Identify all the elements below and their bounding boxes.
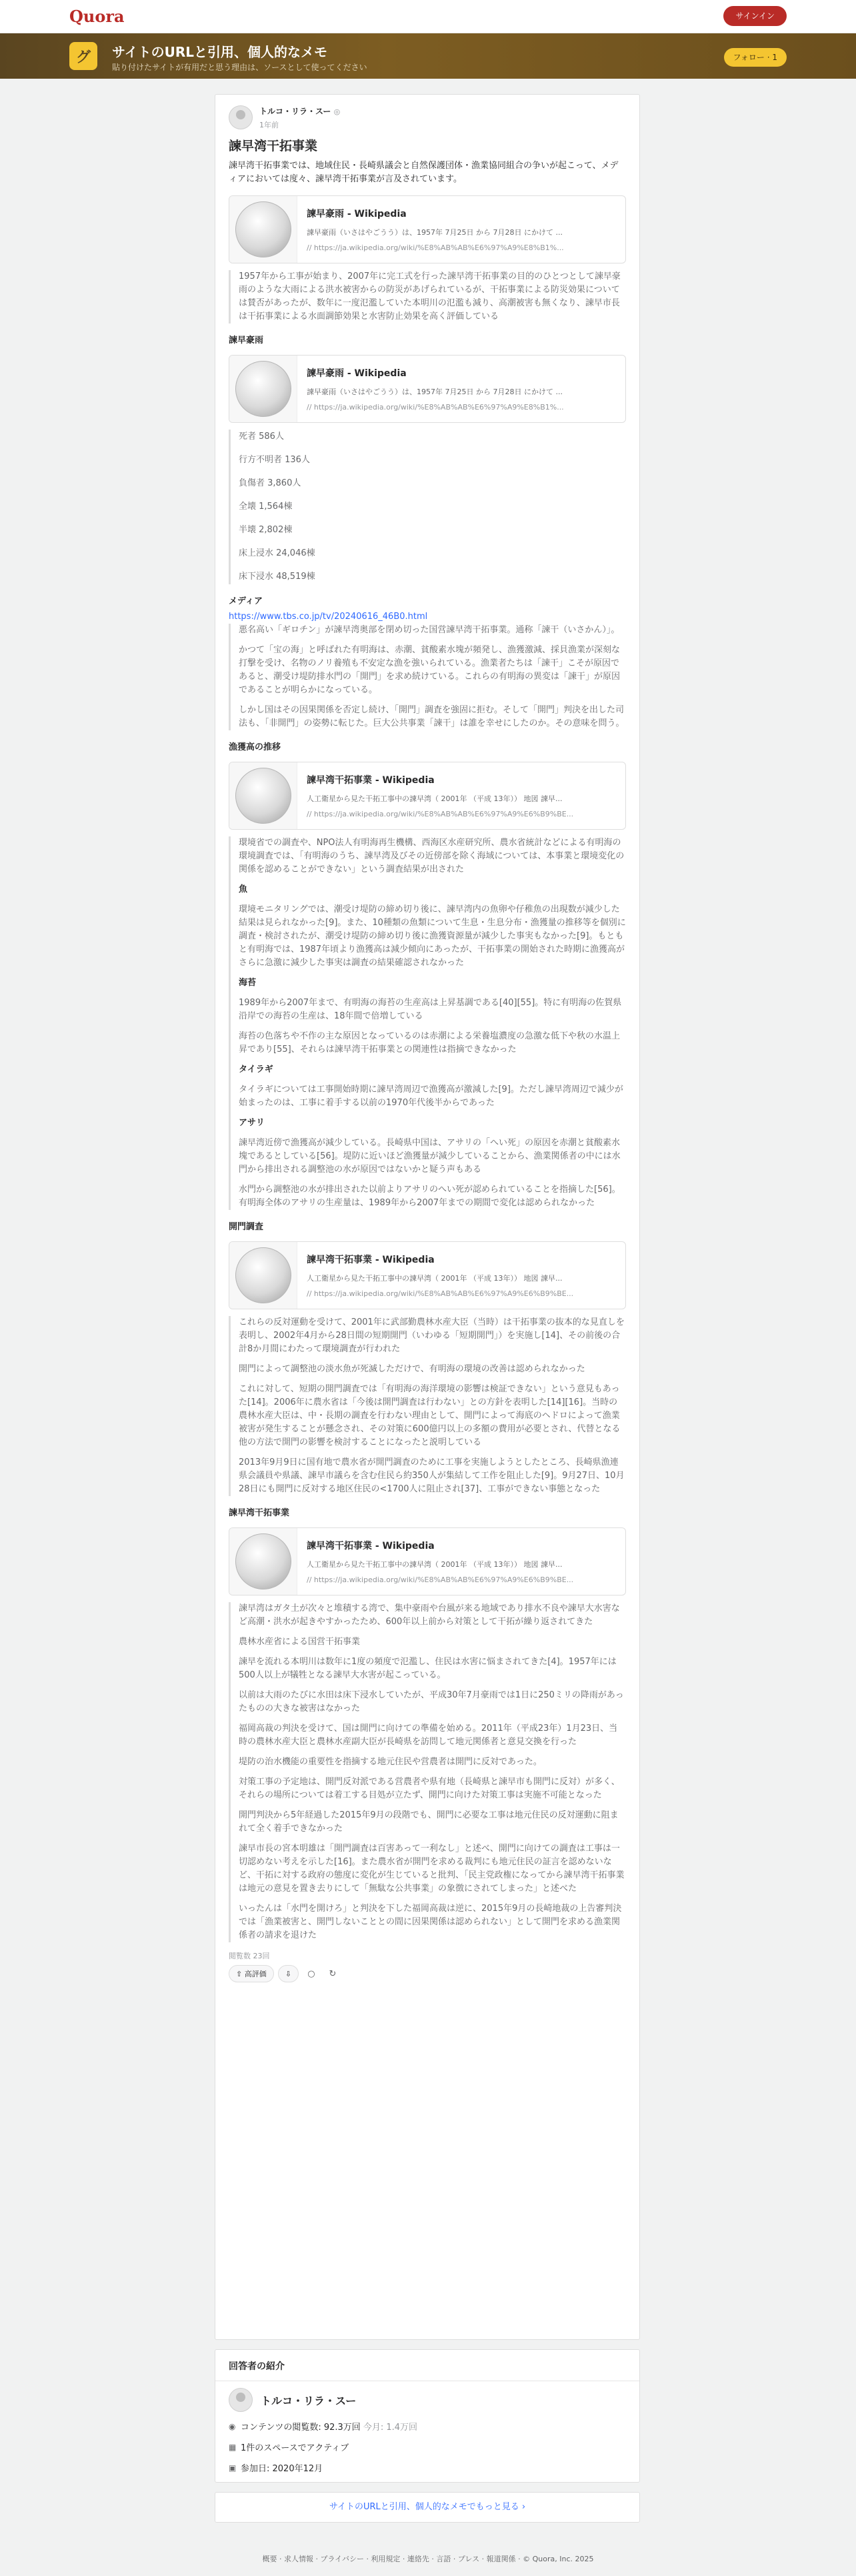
wiki-link-card[interactable] bbox=[229, 1241, 626, 1309]
quote-paragraph: 福岡高裁の判決を受けて、国は開門に向けての準備を始める。2011年（平成23年）1月23日、当時の農林水産大臣と農林水産副大臣が長崎県を訪問して地元関係者と意見交換を行った bbox=[239, 1724, 618, 1747]
media-link[interactable]: https://www.tbs.co.jp/tv/20240616_46B0.html bbox=[229, 612, 428, 622]
quote-paragraph: 開門判決から5年経過した2015年9月の段階でも、開門に必要な工事は地元住民の反対運動に阻まれて全く着手できなかった bbox=[239, 1810, 619, 1834]
footer-links[interactable]: 概要 · 求人情報 · プライバシー · 利用規定 · 連絡先 · 言語 · プレス · 報道関係 · © Quora, Inc. 2025 bbox=[262, 2555, 594, 2563]
stat-line: 全壊 1,564棟 bbox=[239, 502, 293, 512]
quote-subheading: アサリ bbox=[239, 1118, 265, 1128]
quote-paragraph: 諫早を流れる本明川は数年に1度の頻度で氾濫し、住民は水害に悩まされてきた[4]。1957年には500人以上が犠牲となる諫早大水害が起こっている。 bbox=[239, 1657, 617, 1680]
follow-button[interactable]: フォロー · 1 bbox=[724, 48, 787, 67]
wiki-card-desc: 人工衛星から見た干拓工事中の諫早湾（ 2001年 （平成 13年）） 地図 諫早... bbox=[307, 1560, 563, 1569]
calendar-icon: ▣ bbox=[229, 2463, 237, 2473]
badge-icon: ◎ bbox=[333, 107, 341, 116]
quote-paragraph: 1989年から2007年まで、有明海の海苔の生産高は上昇基調である[40][55]。特に有明海の佐賀県沿岸での海苔の生産は、18年間で倍増している bbox=[239, 998, 622, 1021]
quote-paragraph: しかし国はその因果関係を否定し続け、「開門」調査を強固に拒む。そして「開門」判決を出した司法も、「非開門」の姿勢に転じた。巨大公共事業「諫干」は誰を幸せにしたのか。その意味を問う。 bbox=[239, 705, 625, 728]
quote-paragraph: 対策工事の予定地は、開門反対派である営農者や県有地（長崎県と諫早市も開門に反対）が多く、それらの場所については着工する目処が立たず、開門に向けた対策工事は実施不可能となった bbox=[239, 1777, 620, 1800]
quora-logo[interactable]: Quora bbox=[69, 7, 125, 26]
quote-paragraph: 1957年から工事が始まり、2007年に完工式を行った諫早湾干拓事業の目的のひとつとして諫早豪雨のような大雨による洪水被害からの防災があげられているが、干拓事業による防災効果については賛否があったが、数年に一度氾濫していた本明川の氾濫も減り、高潮被害も無くなり、諫早市長は干拓事業による水面調節効果と水害防止効果を高く評価している bbox=[239, 271, 621, 321]
joined-text: 参加日: 2020年12月 bbox=[241, 2464, 323, 2474]
wikipedia-globe-icon bbox=[229, 762, 297, 829]
upvote-label: 高評価 bbox=[244, 1970, 267, 1978]
quote-paragraph: 諫早市長の宮本明雄は「開門調査は百害あって一利なし」と述べ、開門に向けての調査は工事は一切認めない考えを示した[16]。また農水省が開門を求める裁判にも地元住民の証言を認めないなど、干拓に対する政府の態度に変化が生じていると批判、「民主党政権になってから諫早湾干拓事業は地元の意見を置き去りにして「無駄な公共事業」の象徴にされてしまった」と述べた bbox=[239, 1844, 625, 1894]
author-row bbox=[229, 104, 626, 131]
wiki-card-url: // https://ja.wikipedia.org/wiki/%E8%AB%AB%E6%97%A9%E8%B1%... bbox=[307, 403, 564, 412]
quote-paragraph: 環境モニタリングでは、潮受け堤防の締め切り後に、諫早湾内の魚卵や仔稚魚の出現数が減少した結果は見られなかった[9]。また、10種類の魚類について生息・生息分布・漁獲量の推移等を個別に調査・検討されたが、潮受け堤防の締め切り後に漁獲資源量が減少した事実もなかった[9]。もともと有明海では、1987年頃より漁獲高は減少傾向にあったが、干拓事業の開始された時期に漁獲高がさらに急激に減少した事実は調査の結果確認されなかった bbox=[239, 904, 626, 968]
about-author-name[interactable]: トルコ・リラ・スー bbox=[261, 2394, 357, 2407]
project-quote bbox=[229, 1602, 626, 1942]
top-navigation-bar bbox=[0, 0, 856, 33]
quote-paragraph: 悪名高い「ギロチン」が諫早湾奥部を閉め切った国営諫早湾干拓事業。通称「諫干（いさかん）」。 bbox=[239, 625, 620, 635]
section-heading: メディア bbox=[229, 596, 263, 606]
quote-subheading: 海苔 bbox=[239, 978, 257, 988]
wiki-card-title: 諫早湾干拓事業 - Wikipedia bbox=[307, 775, 435, 786]
stat-line: 床上浸水 24,046棟 bbox=[239, 548, 315, 558]
author-name[interactable] bbox=[259, 105, 340, 117]
post-card bbox=[215, 94, 640, 2340]
stat-line: 死者 586人 bbox=[239, 432, 284, 442]
quote-paragraph: これらの反対運動を受けて、2001年に武部勤農林水産大臣（当時）は干拓事業の抜本的な見直しを表明し、2002年4月から28日間の短期開門（いわゆる「短期開門」）を実施し[14]、その前後の合計8か月間にわたって環境調査が行われた bbox=[239, 1317, 625, 1354]
about-heading: 回答者の紹介 bbox=[229, 2361, 285, 2372]
upvote-button[interactable] bbox=[229, 1965, 274, 1982]
quote-paragraph: 環境省での調査や、NPO法人有明海再生機構、西海区水産研究所、農水省統計などによる有明海の環境調査では、「有明海のうち、諫早湾及びその近傍部を除く海域については、本事業と環境変化の関係を認めることができない」という調査結果が出された bbox=[239, 838, 625, 874]
quote-paragraph: 水門から調整池の水が排出された以前よりアサリのへい死が認められていることを指摘した[56]。有明海全体のアサリの生産量は、1989年から2007年までの期間で変化は認められなかった bbox=[239, 1185, 621, 1208]
quote-paragraph: これに対して、短期の開門調査では「有明海の海洋環境の影響は検証できない」という意見もあった[14]。2006年に農水省は「今後は開門調査は行わない」との方針を表明した[14][16]。当時の農林水産大臣は、中・長期の調査を行わない理由として、開門によって海底のヘドロによって漁業被害が発生することが懸念され、その対策に600億円以上の多額の費用が必要とされ、代替となる他の方法で開門の影響を検討することになったと説明している bbox=[239, 1384, 621, 1447]
view-count: 閲覧数 23回 bbox=[229, 1952, 270, 1960]
quote-subheading: 魚 bbox=[239, 884, 248, 894]
wiki-card-title: 諫早湾干拓事業 - Wikipedia bbox=[307, 1255, 435, 1265]
post-time[interactable]: 1年前 bbox=[259, 120, 279, 129]
quote-paragraph: 以前は大雨のたびに水田は床下浸水していたが、平成30年7月豪雨では1日に250ミリの降雨があったものの大きな被害はなかった bbox=[239, 1690, 624, 1714]
quote-paragraph: 2013年9月9日に国有地で農水省が開門調査のために工事を実施しようとしたところ、長崎県漁連県会議員や県議、諫早市議らを含む住民ら約350人が集結して工作を阻止した[9]。9月27日、10月28日にも開門に反対する地区住民の<1700人に阻止され[37]、工事ができない事態となった bbox=[239, 1457, 625, 1494]
wiki-link-card[interactable] bbox=[229, 1527, 626, 1595]
damage-stats-quote bbox=[229, 430, 626, 584]
eye-icon: ◉ bbox=[229, 2421, 236, 2431]
author-about-card bbox=[215, 2349, 640, 2483]
stat-line: 床下浸水 48,519棟 bbox=[239, 572, 315, 582]
author-meta bbox=[259, 105, 340, 130]
joined-line bbox=[229, 2461, 626, 2474]
space-banner bbox=[0, 33, 856, 79]
downvote-button[interactable] bbox=[278, 1965, 299, 1982]
quote-paragraph: かつて「宝の海」と呼ばれた有明海は、赤潮、貧酸素水塊が頻発し、漁獲激減、採貝漁業が深刻な打撃を受け、名物のノリ養殖も不安定な漁を強いられている。漁業者たちは「諫干」こそが原因であると、潮受け堤防排水門の「開門」を求め続けている。これらの有明海の異変は「諫干」が原因であることが明らかになっている。 bbox=[239, 645, 621, 695]
wiki-card-title: 諫早豪雨 - Wikipedia bbox=[307, 209, 407, 219]
wiki-card-url: // https://ja.wikipedia.org/wiki/%E8%AB%AB%E6%97%A9%E6%B9%BE... bbox=[307, 1289, 574, 1298]
wiki-link-card[interactable] bbox=[229, 195, 626, 263]
about-avatar[interactable] bbox=[229, 2388, 253, 2412]
wiki-card-url: // https://ja.wikipedia.org/wiki/%E8%AB%AB%E6%97%A9%E8%B1%... bbox=[307, 243, 564, 252]
wiki-card-title: 諫早湾干拓事業 - Wikipedia bbox=[307, 1541, 435, 1551]
space-subtitle: 貼り付けたサイトが有用だと思う理由は、ソースとして使ってください bbox=[112, 63, 367, 72]
quote-paragraph: いったんは「水門を開けろ」と判決を下した福岡高裁は逆に、2015年9月の長崎地裁の上告審判決では「漁業被害と、開門しないこととの間に因果関係は認められない」として開門を求める漁業関係者の請求を退けた bbox=[239, 1904, 622, 1940]
wiki-card-desc: 諫早豪雨（いさはやごうう）は、1957年 7月25日 から 7月28日 にかけて ... bbox=[307, 388, 563, 396]
about-author-row bbox=[229, 2388, 626, 2412]
quote-subheading: タイラギ bbox=[239, 1065, 273, 1075]
wiki-card-url: // https://ja.wikipedia.org/wiki/%E8%AB%AB%E6%97%A9%E6%B9%BE... bbox=[307, 810, 574, 818]
wiki-card-desc: 人工衛星から見た干拓工事中の諫早湾（ 2001年 （平成 13年）） 地図 諫早... bbox=[307, 794, 563, 803]
content-views: コンテンツの閲覧数: 92.3万回 bbox=[241, 2423, 361, 2433]
section-heading: 諫早湾干拓事業 bbox=[229, 1508, 290, 1518]
signin-button[interactable]: サインイン bbox=[723, 6, 787, 26]
upvote-icon: ⇧ bbox=[236, 1969, 245, 1978]
stat-line: 行方不明者 136人 bbox=[239, 455, 310, 465]
wiki-card-title: 諫早豪雨 - Wikipedia bbox=[307, 368, 407, 379]
wikipedia-globe-icon bbox=[229, 1242, 297, 1309]
media-quote bbox=[229, 624, 626, 730]
spaces-icon: ▦ bbox=[229, 2442, 237, 2452]
wikipedia-globe-icon bbox=[229, 196, 297, 263]
wiki-link-card[interactable] bbox=[229, 355, 626, 423]
quote-paragraph: タイラギについては工事開始時期に諫早湾周辺で漁獲高が激減した[9]。ただし諫早湾周辺で減少が始まったのは、工事に着手する以前の1970年代後半からであった bbox=[239, 1085, 623, 1108]
wikipedia-globe-icon bbox=[229, 356, 297, 422]
quote-paragraph: 開門によって調整池の淡水魚が死滅しただけで、有明海の環境の改善は認められなかった bbox=[239, 1364, 585, 1374]
wiki-card-desc: 諫早豪雨（いさはやごうう）は、1957年 7月25日 から 7月28日 にかけて ... bbox=[307, 228, 563, 237]
post-lead: 諫早湾干拓事業では、地域住民・長崎県議会と自然保護団体・漁業協同組合の争いが起こって、メディアにおいては度々、諫早湾干拓事業が言及されています。 bbox=[229, 161, 619, 184]
space-title[interactable]: サイトのURLと引用、個人的なメモ bbox=[112, 44, 327, 60]
comment-icon: ○ bbox=[307, 1968, 315, 1979]
quote-paragraph: 農林水産省による国営干拓事業 bbox=[239, 1637, 361, 1647]
monthly-views: 今月: 1.4万回 bbox=[363, 2423, 417, 2433]
post-title[interactable]: 諫早湾干拓事業 bbox=[229, 139, 318, 153]
quote-paragraph: 諫早湾近傍で漁獲高が減少している。長崎県中国は、アサリの「へい死」の原因を赤潮と貧酸素水塊であるとしている[56]。堤防に近いほど漁獲量が減少していることから、漁業関係者の中には水門から排出される調整池の水が原因ではないかと疑う声もある bbox=[239, 1138, 621, 1175]
blockquote bbox=[229, 270, 626, 324]
quote-paragraph: 海苔の色落ちや不作の主な原因となっているのは赤潮による栄養塩濃度の急激な低下や秋の水温上昇であり[55]、それらは諫早湾干拓事業との関連性は指摘できなかった bbox=[239, 1031, 621, 1055]
share-button[interactable] bbox=[324, 1965, 341, 1982]
gate-quote bbox=[229, 1316, 626, 1496]
stat-line: 負傷者 3,860人 bbox=[239, 478, 301, 488]
section-heading: 開門調査 bbox=[229, 1222, 264, 1232]
action-bar bbox=[229, 1965, 626, 1982]
comment-button[interactable] bbox=[303, 1965, 320, 1982]
quote-paragraph: 堤防の治水機能の重要性を指摘する地元住民や営農者は開門に反対であった。 bbox=[239, 1757, 542, 1767]
share-icon: ↻ bbox=[329, 1968, 337, 1979]
author-name-text[interactable]: トルコ・リラ・スー bbox=[259, 106, 331, 116]
wiki-card-desc: 人工衛星から見た干拓工事中の諫早湾（ 2001年 （平成 13年）） 地図 諫早... bbox=[307, 1274, 563, 1283]
space-icon[interactable]: グ bbox=[69, 42, 97, 70]
author-avatar[interactable] bbox=[229, 105, 253, 129]
spaces-text: 1件のスペースでアクティブ bbox=[241, 2443, 349, 2453]
quote-paragraph: 諫早湾はガタ土が次々と堆積する湾で、集中豪雨や台風が来る地域であり排水不良や諫早大水害など高潮・洪水が起きやすかったため、600年以上前から対策として干拓が繰り返されてきた bbox=[239, 1603, 620, 1627]
content-views-line bbox=[229, 2420, 626, 2433]
see-more-link[interactable]: サイトのURLと引用、個人的なメモでもっと見る › bbox=[215, 2492, 640, 2523]
spaces-line bbox=[229, 2441, 626, 2453]
catch-quote bbox=[229, 836, 626, 1210]
wikipedia-globe-icon bbox=[229, 1528, 297, 1595]
downvote-icon: ⇩ bbox=[285, 1969, 291, 1978]
section-heading: 漁獲高の推移 bbox=[229, 742, 281, 752]
wiki-link-card[interactable] bbox=[229, 762, 626, 830]
wiki-card-url: // https://ja.wikipedia.org/wiki/%E8%AB%AB%E6%97%A9%E6%B9%BE... bbox=[307, 1575, 574, 1584]
stat-line: 半壊 2,802棟 bbox=[239, 525, 293, 535]
section-heading: 諫早豪雨 bbox=[229, 336, 264, 346]
